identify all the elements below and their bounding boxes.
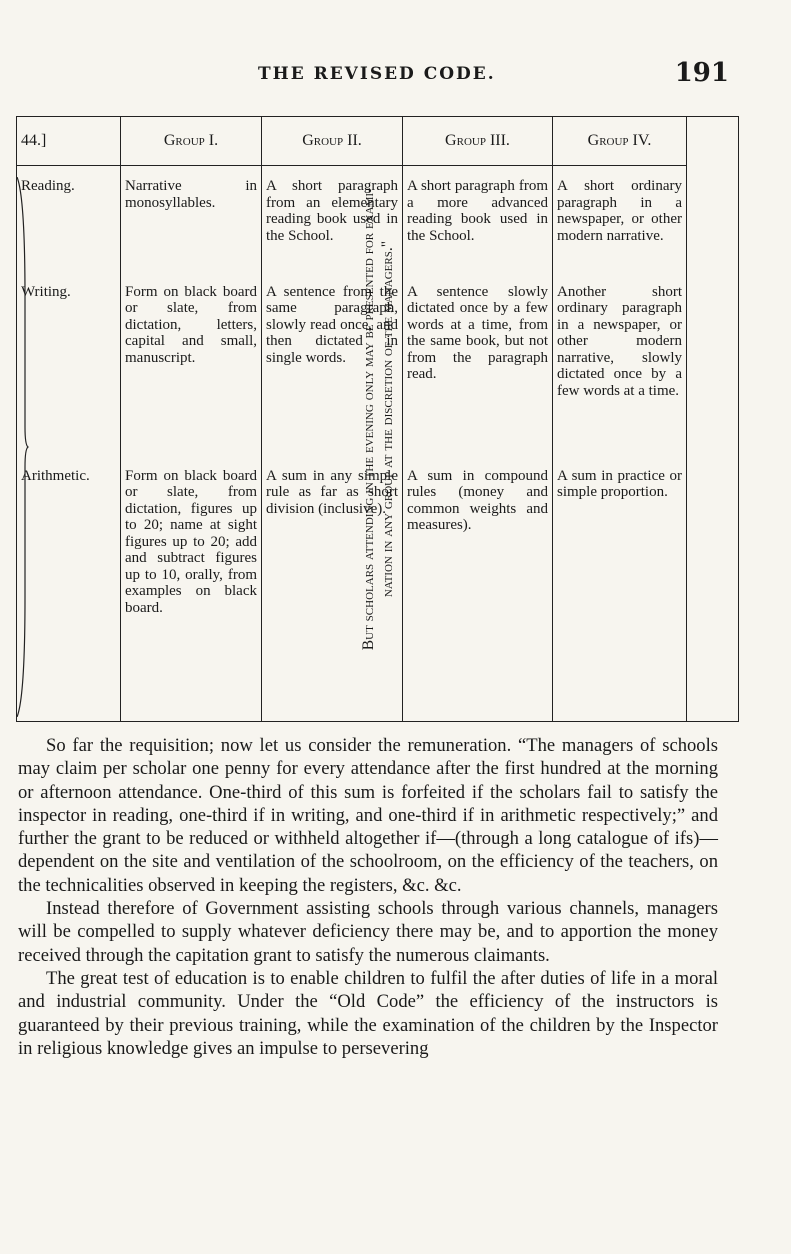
table-cell: A short paragraph from an elementary reading book used in the School.: [262, 166, 403, 284]
table-header-row: [17, 117, 739, 166]
table-cell: A sentence slowly dictated once by a few words at a time, from the same book, but not from the paragraph read.: [403, 284, 553, 468]
paragraph: Instead therefore of Government assisting schools through various channels, managers will be compelled to supply whatever deficiency there may be, and to apportion the money received through the capitation grant to satisfy the numerous claimants.: [18, 898, 718, 966]
table-cell: A sum in compound rules (money and common weights and measures).: [403, 468, 553, 722]
group-3-header: Group III.: [403, 117, 553, 166]
table-cell: A sum in practice or simple proportion.: [553, 468, 687, 722]
subject-label: Writing.: [17, 284, 121, 468]
group-4-header: Group IV.: [553, 117, 687, 166]
table-cell: A sum in any simple rule as far as short division (inclusive).: [262, 468, 403, 722]
brace-icon: [15, 177, 29, 717]
paragraph: So far the requisition; now let us consider the remuneration. “The managers of schools may claim per scholar one penny for every attendance after the first hundred at the morning or afternoon attendance. One-third of this sum is forfeited if the scholars fail to satisfy the inspector in reading, one-third if in writing, and one-third if in arithmetic respectively;” and further the grant to be reduced or withheld altogether if—(through a long catalogue of ifs)—dependent on the site and ventilation of the schoolroom, on the efficiency of the teachers, on the technicalities observed in keeping the registers, &c. &c.: [18, 735, 718, 896]
running-header: [0, 58, 791, 98]
table-cell: A short ordinary paragraph in a newspaper, or other modern narrative.: [553, 166, 687, 284]
paragraph: The great test of education is to enable children to fulfil the after duties of life in a moral and industrial community. Under the “Old Code” the efficiency of the instructors is guaranteed by their previous training, while the examination of the children by the Inspector in religious knowledge gives an impulse to persevering: [18, 967, 718, 1059]
table-cell: A short paragraph from a more advanced reading book used in the School.: [403, 166, 553, 284]
page-number: 191: [674, 58, 729, 88]
side-note: [359, 149, 397, 689]
table-cell: Form on black board or slate, from dictation, figures up to 20; name at sight figures up to 20; add and subtract figures up to 10, orally, from examples on black board.: [121, 468, 262, 722]
running-title: THE REVISED CODE.: [258, 64, 496, 84]
group-2-header: Group II.: [262, 117, 403, 166]
table-cell: Form on black board or slate, from dictation, letters, capital and small, manuscript.: [121, 284, 262, 468]
table-cell: Another short ordinary paragraph in a newspaper, or other modern narrative, slowly dictated once by a few words at a time.: [553, 284, 687, 468]
subject-label: Reading.: [17, 166, 121, 284]
side-note-line-2: nation in any group at the discretion of the managers.": [378, 240, 396, 598]
section-label: 44.]: [17, 117, 121, 166]
subject-label: Arithmetic.: [17, 468, 121, 722]
revised-code-table: [16, 116, 739, 722]
group-1-header: Group I.: [121, 117, 262, 166]
table-cell: A sentence from the same paragraph, slowly read once, and then dictated in single words.: [262, 284, 403, 468]
side-note-line-1: But scholars attending in the evening only may be presented for exami-: [359, 187, 377, 651]
body-text: [18, 734, 718, 1060]
table-cell: Narrative in monosyllables.: [121, 166, 262, 284]
